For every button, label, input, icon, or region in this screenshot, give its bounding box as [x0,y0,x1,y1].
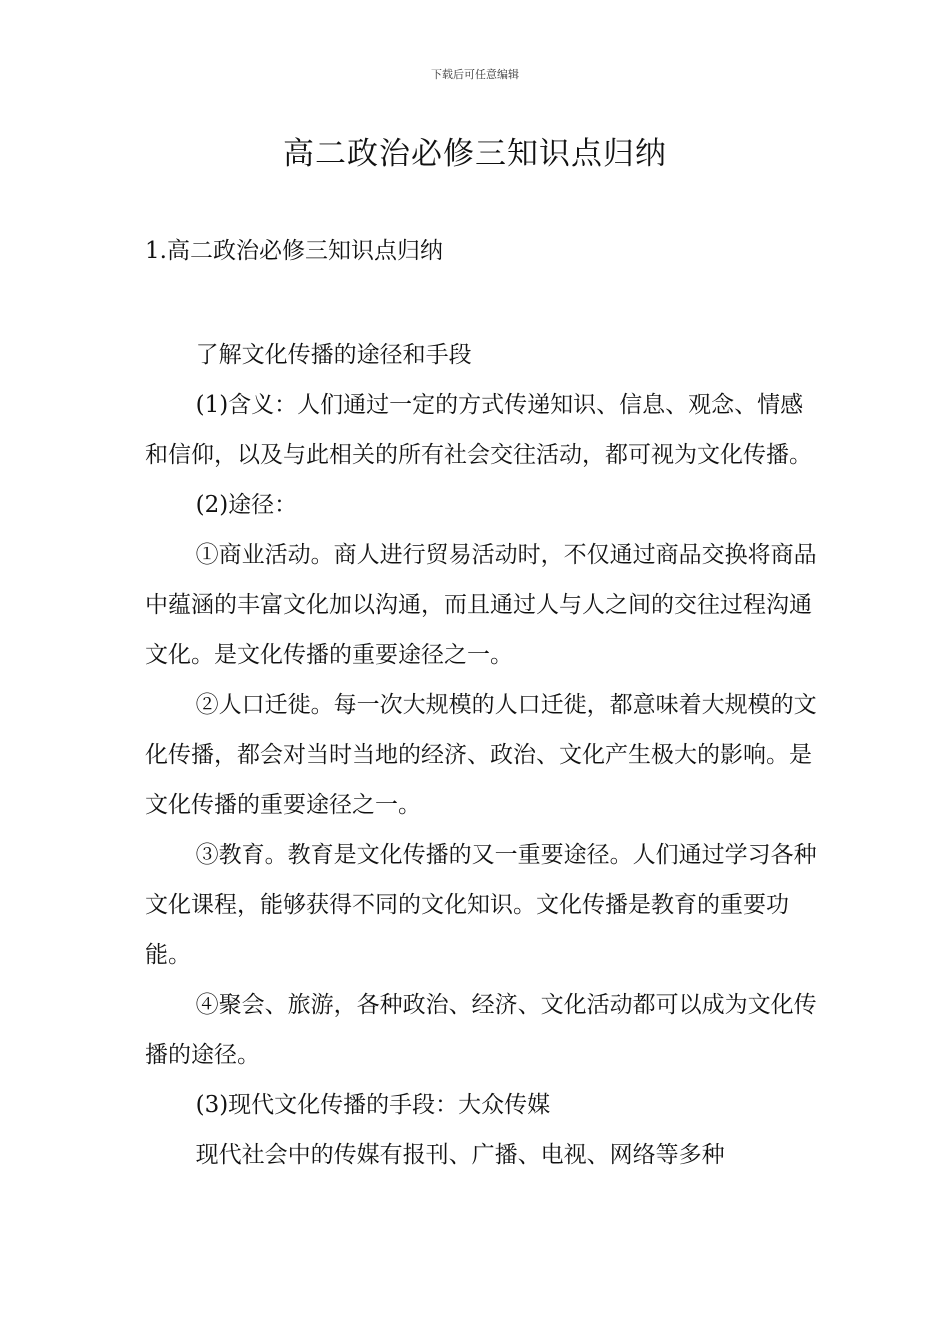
paragraph-commerce: ①商业活动。商人进行贸易活动时，不仅通过商品交换将商品中蕴涵的丰富文化加以沟通，而且通过人与人之间的交往过程沟通文化。是文化传播的重要途径之一。 [145,542,817,668]
section-heading: 1.高二政治必修三知识点归纳 [145,238,443,264]
paragraph-education: ③教育。教育是文化传播的又一重要途径。人们通过学习各种文化课程，能够获得不同的文化知识。文化传播是教育的重要功能。 [145,842,817,968]
paragraph-migration: ②人口迁徙。每一次大规模的人口迁徙，都意味着大规模的文化传播，都会对当时当地的经济、政治、文化产生极大的影响。是文化传播的重要途径之一。 [145,692,817,818]
document-body [145,330,825,1180]
paragraph-media: 现代社会中的传媒有报刊、广播、电视、网络等多种 [195,1142,725,1168]
paragraph-channels-heading: (2)途径： [195,492,298,518]
paragraph-gatherings: ④聚会、旅游，各种政治、经济、文化活动都可以成为文化传播的途径。 [145,992,817,1068]
paragraph-modern-means: (3)现代文化传播的手段：大众传媒 [195,1092,551,1118]
header-note: 下载后可任意编辑 [431,68,519,81]
paragraph-definition: (1)含义：人们通过一定的方式传递知识、信息、观念、情感和信仰，以及与此相关的所有社会交往活动，都可视为文化传播。 [145,392,812,468]
paragraph-intro: 了解文化传播的途径和手段 [195,342,472,368]
document-title: 高二政治必修三知识点归纳 [283,136,667,172]
